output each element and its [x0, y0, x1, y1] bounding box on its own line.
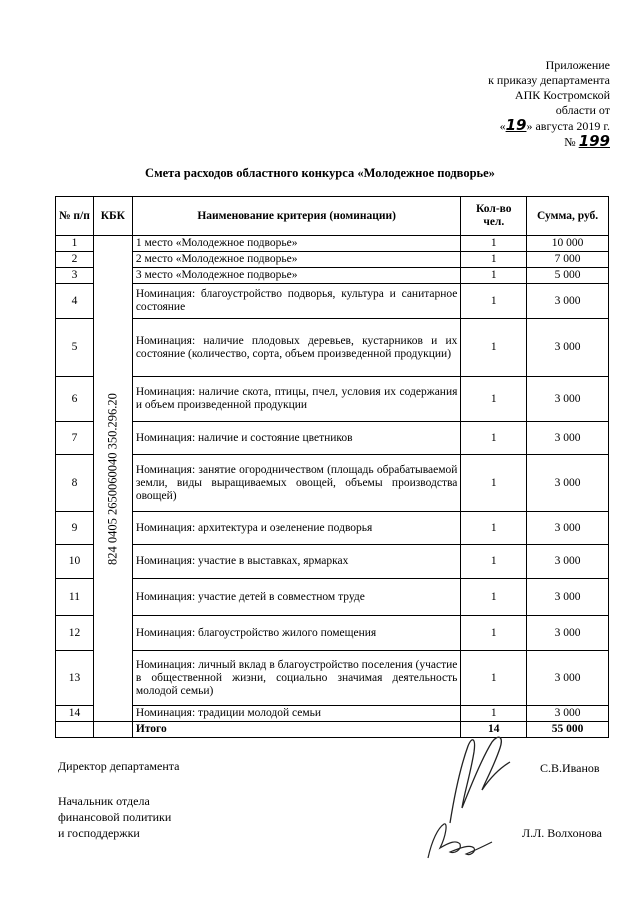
- row-sum: 10 000: [527, 236, 609, 252]
- date-rest: » августа 2019 г.: [526, 119, 610, 133]
- row-sum: 3 000: [527, 455, 609, 512]
- row-qty: 1: [461, 512, 527, 545]
- total-qty: 14: [461, 722, 527, 738]
- row-name: Номинация: наличие скота, птицы, пчел, условия их содержания и объем произведенной продукции: [132, 377, 461, 422]
- table-row: [56, 616, 609, 651]
- appendix-line: АПК Костромской: [514, 88, 610, 102]
- row-num: 10: [56, 545, 94, 579]
- date-day-handwritten: 19: [505, 116, 527, 134]
- row-num: 1: [56, 236, 94, 252]
- appendix-block: [460, 58, 610, 150]
- row-sum: 5 000: [527, 268, 609, 284]
- row-num: 3: [56, 268, 94, 284]
- table-row: [56, 284, 609, 319]
- row-qty: 1: [461, 651, 527, 706]
- director-title: Директор департамента: [58, 759, 180, 773]
- row-sum: 3 000: [527, 579, 609, 616]
- row-name: Номинация: наличие и состояние цветников: [132, 422, 461, 455]
- row-sum: 3 000: [527, 545, 609, 579]
- row-qty: 1: [461, 268, 527, 284]
- row-num: 6: [56, 377, 94, 422]
- row-qty: 1: [461, 422, 527, 455]
- row-name: Номинация: личный вклад в благоустройство поселения (участие в общественной жизни, социально значимая деятельность молодой семьи): [132, 651, 461, 706]
- row-sum: 3 000: [527, 377, 609, 422]
- table-row: [56, 651, 609, 706]
- table-row: [56, 545, 609, 579]
- row-sum: 3 000: [527, 512, 609, 545]
- row-qty: 1: [461, 319, 527, 377]
- row-num: 12: [56, 616, 94, 651]
- row-sum: 7 000: [527, 252, 609, 268]
- total-sum: 55 000: [527, 722, 609, 738]
- table-row: [56, 377, 609, 422]
- chief-title-line: и господдержки: [58, 826, 140, 840]
- table-row: [56, 236, 609, 252]
- row-sum: 3 000: [527, 651, 609, 706]
- row-qty: 1: [461, 284, 527, 319]
- table-row: [56, 455, 609, 512]
- chief-title: [58, 793, 171, 841]
- total-label: Итого: [132, 722, 461, 738]
- row-num: 8: [56, 455, 94, 512]
- director-name: С.В.Иванов: [540, 761, 600, 775]
- row-name: Номинация: благоустройство жилого помещения: [132, 616, 461, 651]
- header-name: Наименование критерия (номинации): [132, 197, 461, 236]
- row-name: Номинация: наличие плодовых деревьев, кустарников и их состояние (количество, сорта, объем произведенной продукции): [132, 319, 461, 377]
- chief-title-line: Начальник отдела: [58, 794, 150, 808]
- header-sum: Сумма, руб.: [527, 197, 609, 236]
- appendix-line: Приложение: [545, 58, 610, 72]
- chief-signature-icon: [420, 818, 500, 868]
- row-num: 4: [56, 284, 94, 319]
- row-name: 1 место «Молодежное подворье»: [132, 236, 461, 252]
- appendix-number: [460, 134, 610, 150]
- row-name: Номинация: благоустройство подворья, культура и санитарное состояние: [132, 284, 461, 319]
- appendix-line: области от: [555, 103, 610, 117]
- row-sum: 3 000: [527, 284, 609, 319]
- table-row: [56, 706, 609, 722]
- row-name: 2 место «Молодежное подворье»: [132, 252, 461, 268]
- appendix-line: к приказу департамента: [488, 73, 610, 87]
- row-qty: 1: [461, 377, 527, 422]
- total-empty-cell: [93, 722, 132, 738]
- kbk-value: 824 0405 2650060040 350.296.20: [105, 392, 120, 565]
- row-sum: 3 000: [527, 706, 609, 722]
- order-number-handwritten: 199: [578, 132, 610, 150]
- table-row: [56, 319, 609, 377]
- row-num: 2: [56, 252, 94, 268]
- header-num: № п/п: [56, 197, 94, 236]
- table-row: [56, 268, 609, 284]
- row-num: 7: [56, 422, 94, 455]
- table-row: [56, 252, 609, 268]
- header-qty: Кол-во чел.: [461, 197, 527, 236]
- row-sum: 3 000: [527, 319, 609, 377]
- header-kbk: КБК: [93, 197, 132, 236]
- table-row: [56, 422, 609, 455]
- row-name: Номинация: участие детей в совместном труде: [132, 579, 461, 616]
- row-qty: 1: [461, 252, 527, 268]
- row-qty: 1: [461, 545, 527, 579]
- row-qty: 1: [461, 616, 527, 651]
- row-qty: 1: [461, 706, 527, 722]
- table-header-row: [56, 197, 609, 236]
- row-num: 11: [56, 579, 94, 616]
- row-num: 13: [56, 651, 94, 706]
- row-qty: 1: [461, 455, 527, 512]
- row-qty: 1: [461, 236, 527, 252]
- row-qty: 1: [461, 579, 527, 616]
- row-num: 14: [56, 706, 94, 722]
- date-open-quote: «: [499, 119, 506, 133]
- kbk-cell: [93, 236, 132, 722]
- row-name: Номинация: традиции молодой семьи: [132, 706, 461, 722]
- estimate-table: [55, 196, 609, 738]
- total-empty-cell: [56, 722, 94, 738]
- row-sum: 3 000: [527, 616, 609, 651]
- row-name: 3 место «Молодежное подворье»: [132, 268, 461, 284]
- row-num: 5: [56, 319, 94, 377]
- table-row: [56, 512, 609, 545]
- chief-name: Л.Л. Волхонова: [522, 826, 602, 840]
- row-name: Номинация: занятие огородничеством (площадь обрабатываемой земли, виды выращиваемых овощей, объемы производства овощей): [132, 455, 461, 512]
- row-name: Номинация: архитектура и озеленение подворья: [132, 512, 461, 545]
- row-name: Номинация: участие в выставках, ярмарках: [132, 545, 461, 579]
- document-title: Смета расходов областного конкурса «Молодежное подворье»: [145, 166, 495, 180]
- director-signature-icon: [420, 728, 530, 828]
- chief-title-line: финансовой политики: [58, 810, 172, 824]
- number-prefix: №: [564, 135, 576, 149]
- row-num: 9: [56, 512, 94, 545]
- table-row: [56, 579, 609, 616]
- row-sum: 3 000: [527, 422, 609, 455]
